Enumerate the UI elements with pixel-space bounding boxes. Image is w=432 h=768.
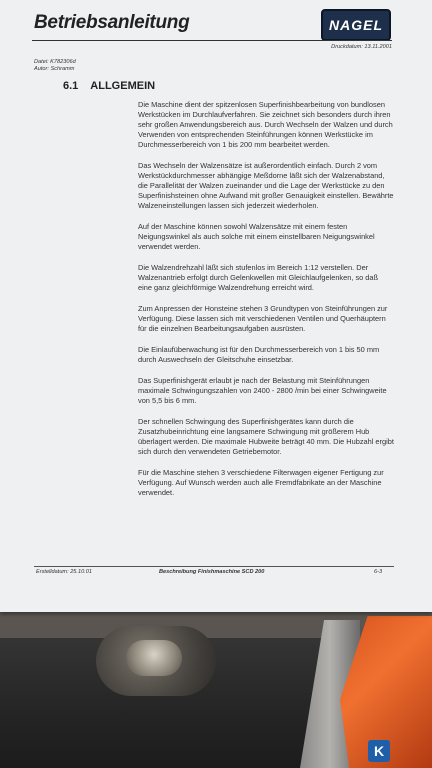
app-overlay-icon[interactable]: K [368, 740, 390, 762]
paragraph: Auf der Maschine können sowohl Walzensätze mit einem festen Neigungswinkel als auch solche mit einem einstellbaren Neigungswinkel verwendet werden. [138, 222, 375, 251]
background-object-highlight [126, 640, 182, 676]
page-number: 6-3 [374, 569, 383, 575]
section-number: 6.1 [63, 80, 79, 92]
page-title: Betriebsanleitung [34, 12, 190, 33]
body-text [138, 100, 394, 509]
paragraph: Zum Anpressen der Honsteine stehen 3 Grundtypen von Steinführungen zur Verfügung. Diese lassen sich mit verschiedenen Ventilen und Querhäuptern für die einzelnen Bearbeitungsaufgaben ausrüsten. [138, 304, 388, 333]
created-date: Erstelldatum: 25.10.01 [36, 569, 92, 575]
paragraph: Das Superfinishgerät erlaubt je nach der Belastung mit Steinführungen maximale Schwingungszahlen von 2400 - 2800 /min bei einer Schwingweite von 5,5 bis 6 mm. [138, 376, 387, 405]
paragraph: Das Wechseln der Walzensätze ist außerordentlich einfach. Durch 2 vom Werkstückdurchmesser abhängige Meßdorne läßt sich der Walzenabstand, die Parallelität der Walzen zueinander und die Lage der Werkstücke zu den Superfinishsteinen ohne Aufwand mit großer Genauigkeit einstellen. Bewährte Walzeneinstellungen lassen sich jederzeit wiederholen. [138, 161, 394, 210]
nagel-logo: NAGEL [321, 9, 391, 41]
print-date: Druckdatum: 13.11.2001 [331, 44, 392, 50]
file-name: Datei: K782306d [34, 59, 76, 65]
document-meta [34, 59, 76, 73]
header-divider [32, 40, 392, 41]
footer-divider [34, 566, 394, 567]
paragraph: Die Walzendrehzahl läßt sich stufenlos im Bereich 1:12 verstellen. Der Walzenantrieb erfolgt durch Gelenkwellen mit Gleichlaufgelenken, so daß eine ganz gleichförmige Walzendrehung erreicht wird. [138, 263, 379, 292]
paragraph: Der schnellen Schwingung des Superfinishgerätes kann durch die Zusatzhubeinrichtung eine langsamere Schwingung mit größerem Hub überlagert werden. Die maximale Hubweite beträgt 40 mm. Die Hubzahl ergibt sich durch den verwendeten Getriebemotor. [138, 417, 394, 456]
paragraph: Die Einlaufüberwachung ist für den Durchmesserbereich von 1 bis 50 mm durch Auswechseln der Gleitschuhe einsetzbar. [138, 345, 380, 364]
footer-description: Beschreibung Finishmaschine SCD 200 [159, 569, 265, 575]
section-title: ALLGEMEIN [90, 80, 156, 92]
section-heading [63, 80, 155, 92]
author: Autor: Schramm [34, 66, 75, 72]
paragraph: Die Maschine dient der spitzenlosen Superfinishbearbeitung von bundlosen Werkstücken im Durchlaufverfahren. Sie zeichnet sich besonders durch ihren sehr großen Anwendungsbereich aus. Durch Wechseln der Walzen und durch Verwenden von entsprechenden Steinführungen können Werkstücke im Durchmesserbereich von 1 bis 200 mm bearbeitet werden. [138, 100, 393, 149]
paragraph: Für die Maschine stehen 3 verschiedene Filterwagen eigener Fertigung zur Verfügung. Auf Wunsch werden auch alle Fremdfabrikate an der Maschine verwendet. [138, 468, 384, 497]
